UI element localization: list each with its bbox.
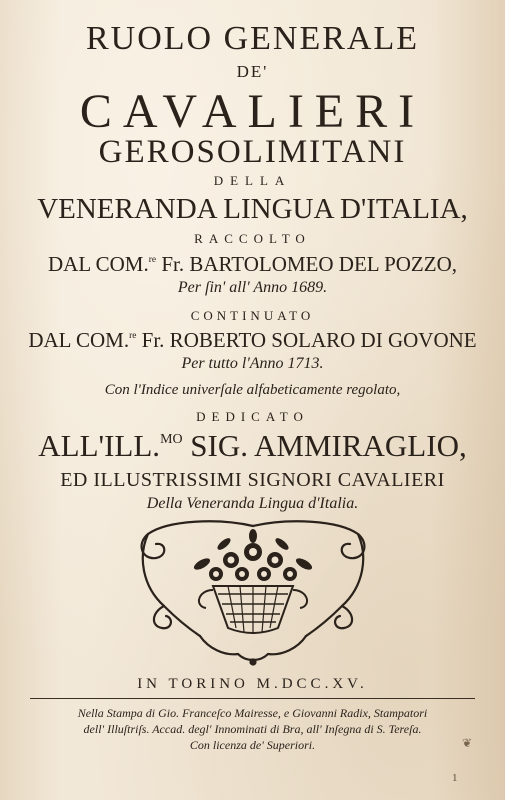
title-line-continuator <box>0 328 505 353</box>
imprint-printer-line2: dell' Illuſtriſs. Accad. degl' Innominati di Bra, all' Inſegna di S. Tereſa. <box>83 722 422 736</box>
dedicatee-prefix: ALL'ILL. <box>38 428 161 463</box>
title-line-gerosolimitani: GEROSOLIMITANI <box>98 134 407 170</box>
compiler-prefix: DAL COM. <box>48 252 149 276</box>
marginal-mark: ❦ <box>462 736 473 750</box>
title-line-veneranda-lingua: VENERANDA LINGUA D'ITALIA, <box>37 193 468 225</box>
imprint-place-date: IN TORINO M.DCC.XV. <box>137 676 368 692</box>
title-line-dedicatee <box>0 428 505 464</box>
dedicatee-superscript: MO <box>160 431 183 447</box>
compiler-superscript: re <box>148 255 157 266</box>
title-line-illustrissimi: ED ILLUSTRISSIMI SIGNORI CAVALIERI <box>60 469 445 491</box>
imprint-license: Con licenza de' Superiori. <box>189 738 316 752</box>
continuator-prefix: DAL COM. <box>28 328 130 352</box>
title-line-della-veneranda: Della Veneranda Lingua d'Italia. <box>146 495 359 512</box>
title-line-compiler <box>0 252 505 277</box>
flower-basket-vignette-icon <box>128 516 378 666</box>
title-line-ruolo-generale: RUOLO GENERALE <box>85 20 420 57</box>
title-line-de: DE' <box>236 62 269 81</box>
compiler-name: Fr. BARTOLOMEO DEL POZZO, <box>156 252 457 276</box>
title-line-continuato: CONTINUATO <box>190 308 315 323</box>
signature-mark: 1 <box>452 772 458 784</box>
continuator-name: Fr. ROBERTO SOLARO DI GOVONE <box>136 328 477 352</box>
imprint-rule <box>30 698 475 699</box>
continuator-superscript: re <box>129 331 137 342</box>
imprint-printer-line1: Nella Stampa di Gio. Franceſco Mairesse, e Giovanni Radix, Stampatori <box>77 706 428 720</box>
title-line-per-tutto: Per tutto l'Anno 1713. <box>181 355 324 372</box>
title-line-per-sin: Per ſin' all' Anno 1689. <box>177 279 328 296</box>
dedicatee-name: SIG. AMMIRAGLIO, <box>182 428 467 463</box>
title-line-cavalieri: CAVALIERI <box>79 85 426 138</box>
title-line-raccolto: RACCOLTO <box>194 231 311 246</box>
title-line-dedicato: DEDICATO <box>196 409 309 424</box>
title-line-della: DELLA <box>213 173 292 188</box>
title-line-indice: Con l'Indice univerſale alfabeticamente regolato, <box>104 382 401 398</box>
